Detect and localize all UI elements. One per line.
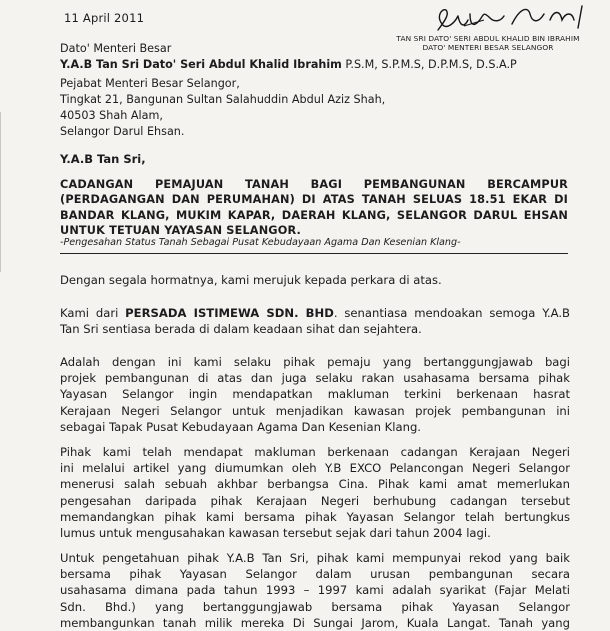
- subject-line: (PERDAGANGAN DAN PERUMAHAN) DI ATAS TANAH SELUAS 18.51 EKAR DI: [60, 193, 568, 207]
- salutation: Y.A.B Tan Sri,: [60, 152, 146, 166]
- paragraph-line: menerusi salah sebuah akhbar berbangsa Cina. Pihak kami amat memerlukan: [60, 477, 570, 492]
- recipient-address-line: Tingkat 21, Bangunan Sultan Salahuddin Abdul Aziz Shah,: [60, 93, 386, 106]
- paragraph-greeting: [60, 305, 570, 337]
- paragraph-track-record: [60, 550, 570, 631]
- recipient-address-line: Selangor Darul Ehsan.: [60, 125, 185, 138]
- recipient-honorifics: P.S.M, S.P.M.S, D.P.M.S, D.S.A.P: [341, 58, 517, 71]
- paragraph-line: Dengan segala hormatnya, kami merujuk kepada perkara di atas.: [60, 273, 442, 287]
- paragraph-line: Pihak kami telah mendapat makluman berkenaan cadangan Kerajaan Negeri: [60, 445, 570, 459]
- paragraph-reference: [60, 272, 570, 288]
- recipient-address-line: 40503 Shah Alam,: [60, 109, 163, 122]
- signature-caption-title: DATO' MENTERI BESAR SELANGOR: [422, 43, 554, 52]
- paragraph-line: Adalah dengan ini kami selaku pihak pemaju yang bertanggungjawab bagi: [60, 355, 570, 369]
- paragraph-line: Tan Sri sentiasa berada di dalam keadaan sihat dan sejahtera.: [60, 322, 422, 337]
- subject-divider: [60, 253, 568, 254]
- paragraph-line: bersama pihak Yayasan Selangor dalam urusan pembangunan secara: [60, 567, 570, 582]
- paragraph-line: Yayasan Selangor ingin mendapatkan makluman terkini berkenaan hasrat: [60, 387, 570, 402]
- subject-heading: [60, 177, 568, 238]
- recipient-name-line: [60, 58, 517, 71]
- paragraph-line: memandangkan pihak kami bersama pihak Yayasan Selangor telah bertungkus: [60, 509, 570, 524]
- paragraph-line: sebagai Tapak Pusat Kebudayaan Agama Dan Kesenian Klang.: [60, 419, 421, 434]
- paragraph-line: Kerajaan Negeri Selangor untuk menjadikan kawasan projek pembangunan ini: [60, 403, 570, 418]
- paragraph-line: pengesahan daripada pihak Kerajaan Negeri berhubung cadangan tersebut: [60, 493, 570, 508]
- subject-line: CADANGAN PEMAJUAN TANAH BAGI PEMBANGUNAN BERCAMPUR: [60, 178, 568, 191]
- paragraph-line: lumus untuk mengusahakan kawasan tersebut sejak dari tahun 2004 lagi.: [60, 526, 491, 541]
- signature-caption: [366, 34, 610, 52]
- p2-prefix: Kami dari: [60, 306, 126, 320]
- p2-rest: . senantiasa mendoakan semoga Y.A.B: [333, 306, 571, 320]
- subject-line: UNTUK TETUAN YAYASAN SELANGOR.: [60, 223, 301, 237]
- paragraph-line: usahasama dimana pada tahun 1993 – 1997 kami adalah syarikat (Fajar Melati: [60, 583, 570, 598]
- recipient-title: Dato' Menteri Besar: [60, 42, 172, 55]
- signature-caption-name: TAN SRI DATO' SERI ABDUL KHALID BIN IBRAHIM: [396, 34, 580, 43]
- paragraph-line: [60, 305, 570, 321]
- paragraph-line: Untuk pengetahuan pihak Y.A.B Tan Sri, pihak kami mempunyai rekod yang baik: [60, 551, 570, 565]
- paragraph-purpose: [60, 354, 570, 435]
- subject-line: BANDAR KLANG, MUKIM KAPAR, DAERAH KLANG, SELANGOR DARUL EHSAN: [60, 208, 568, 222]
- paragraph-line: membangunkan tanah milik mereka Di Sungai Jarom, Kuala Langat. Tanah yang: [60, 615, 570, 630]
- company-name: PERSADA ISTIMEWA SDN. BHD: [125, 306, 334, 320]
- subject-note: -Pengesahan Status Tanah Sebagai Pusat Kebudayaan Agama Dan Kesenian Klang-: [60, 237, 461, 248]
- paragraph-line: projek pembangunan di atas dan juga selaku rakan usahasama bersama pihak: [60, 371, 570, 386]
- paragraph-line: Sdn. Bhd.) yang bertanggungjawab bersama pihak Yayasan Selangor: [60, 599, 570, 614]
- handwritten-signature: [424, 0, 610, 36]
- letter-date: 11 April 2011: [64, 11, 145, 25]
- paragraph-announcement: [60, 444, 570, 541]
- page-edge-shadow: [0, 112, 1, 272]
- recipient-name: Y.A.B Tan Sri Dato' Seri Abdul Khalid Ibrahim: [60, 58, 342, 71]
- paragraph-line: ini melalui artikel yang diumumkan oleh Y.B EXCO Pelancongan Negeri Selangor: [60, 461, 570, 476]
- recipient-address-line: Pejabat Menteri Besar Selangor,: [60, 77, 240, 90]
